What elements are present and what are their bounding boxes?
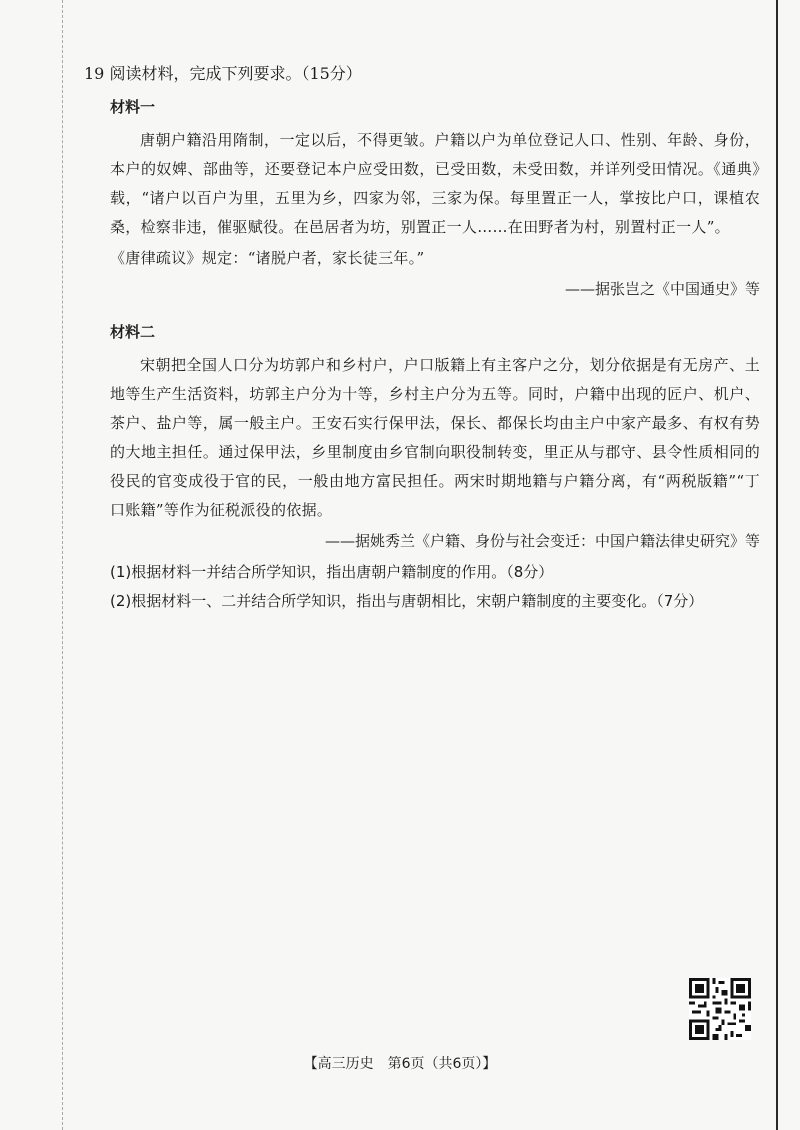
binding-line <box>62 0 63 1130</box>
material1-title: 材料一 <box>110 98 156 116</box>
question-content <box>84 62 760 617</box>
material2-paragraph: 宋朝把全国人口分为坊郭户和乡村户，户口版籍上有主客户之分，划分依据是有无房产、土地等生产生活资料，坊郭主户分为十等，乡村主户分为五等。同时，户籍中出现的匠户、机户、茶户、盐户等，属一般主户。王安石实行保甲法，保长、都保长均由主户中家产最多、有权有势的大地主担任。通过保甲法，乡里制度由乡官制向职役制转变，里正从与郡守、县令性质相同的役民的官变成役于官的民，一般由地方富民担任。两宋时期地籍与户籍分离，有“两税版籍”“丁口账籍”等作为征税派役的依据。 <box>110 356 760 519</box>
task-2: (2)根据材料一、二并结合所学知识，指出与唐朝相比，宋朝户籍制度的主要变化。（7分） <box>110 592 704 610</box>
material1-source: ——据张岂之《中国通史》等 <box>564 280 760 298</box>
page-footer: 【高三历史 第6页（共6页）】 <box>303 1056 497 1072</box>
material1-paragraph: 唐朝户籍沿用隋制，一定以后，不得更皱。户籍以户为单位登记人口、性别、年龄、身份，本户的奴婢、部曲等，还要登记本户应受田数，已受田数，未受田数，并详列受田情况。《通典》载，“诸户以百户为里，五里为乡，四家为邻，三家为保。每里置正一人，掌按比户口，课植农桑，检察非违，催驱赋役。在邑居者为坊，别置正一人……在田野者为村，别置村正一人”。 <box>110 131 760 236</box>
material1-law-quote: 《唐律疏议》规定：“诸脱户者，家长徒三年。” <box>110 249 425 267</box>
material2-title: 材料二 <box>110 323 156 341</box>
task-1: (1)根据材料一并结合所学知识，指出唐朝户籍制度的作用。（8分） <box>110 563 554 581</box>
material2-source: ——据姚秀兰《户籍、身份与社会变迁：中国户籍法律史研究》等 <box>324 532 760 550</box>
qr-code-icon <box>689 978 751 1040</box>
right-margin-rule <box>776 0 778 1130</box>
question-header: 19 阅读材料，完成下列要求。（15分） <box>84 64 362 83</box>
